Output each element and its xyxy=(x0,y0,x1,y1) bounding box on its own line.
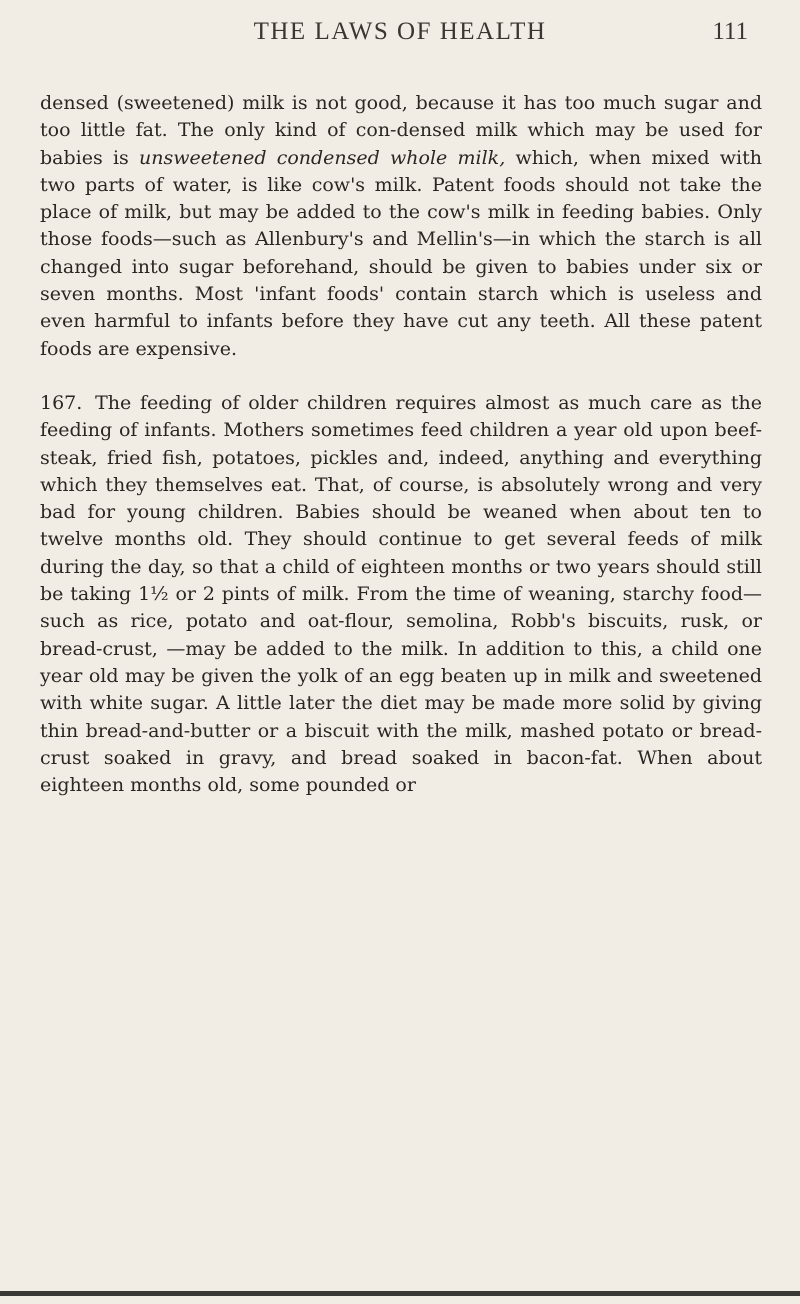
paragraph-2 xyxy=(40,390,762,799)
paragraph-1-text-start: densed (sweetened) milk is not good, because it has too much sugar and too little fat. The only kind of con-densed milk which may be used for babies is xyxy=(40,92,762,169)
paragraph-1-text-end: which, when mixed with two parts of water, is like cow's milk. Patent foods should not take the place of milk, but may be added to the cow's milk in feeding babies. Only those foods—such as Allenbury's and Mellin's—in which the starch is all changed into sugar beforehand, should be given to babies under six or seven months. Most 'infant foods' contain starch which is useless and even harmful to infants before they have cut any teeth. All these patent foods are expensive. xyxy=(40,146,762,360)
paragraph-number: 167. xyxy=(40,391,83,414)
paragraph-1 xyxy=(40,90,762,363)
page-number: 111 xyxy=(712,18,748,45)
body-text xyxy=(40,90,762,799)
paragraph-1-italic-phrase: unsweetened condensed whole milk, xyxy=(138,146,506,169)
page-header xyxy=(36,18,764,52)
running-head: THE LAWS OF HEALTH xyxy=(253,18,547,45)
paragraph-2-text: The feeding of older children requires almost as much care as the feeding of infants. Mothers sometimes feed children a year old upon beef-steak, fried fish, potatoes, pickles and, indeed, anything and everything which they themselves eat. That, of course, is absolutely wrong and very bad for young children. Babies should be weaned when about ten to twelve months old. They should continue to get several feeds of milk during the day, so that a child of eighteen months or two years should still be taking 1½ or 2 pints of milk. From the time of weaning, starchy food—such as rice, potato and oat-flour, semolina, Robb's biscuits, rusk, or bread-crust, —may be added to the milk. In addition to this, a child one year old may be given the yolk of an egg beaten up in milk and sweetened with white sugar. A little later the diet may be made more solid by giving thin bread-and-butter or a biscuit with the milk, mashed potato or bread-crust soaked in gravy, and bread soaked in bacon-fat. When about eighteen months old, some pounded or xyxy=(40,391,762,797)
page-bottom-edge xyxy=(0,1291,800,1296)
